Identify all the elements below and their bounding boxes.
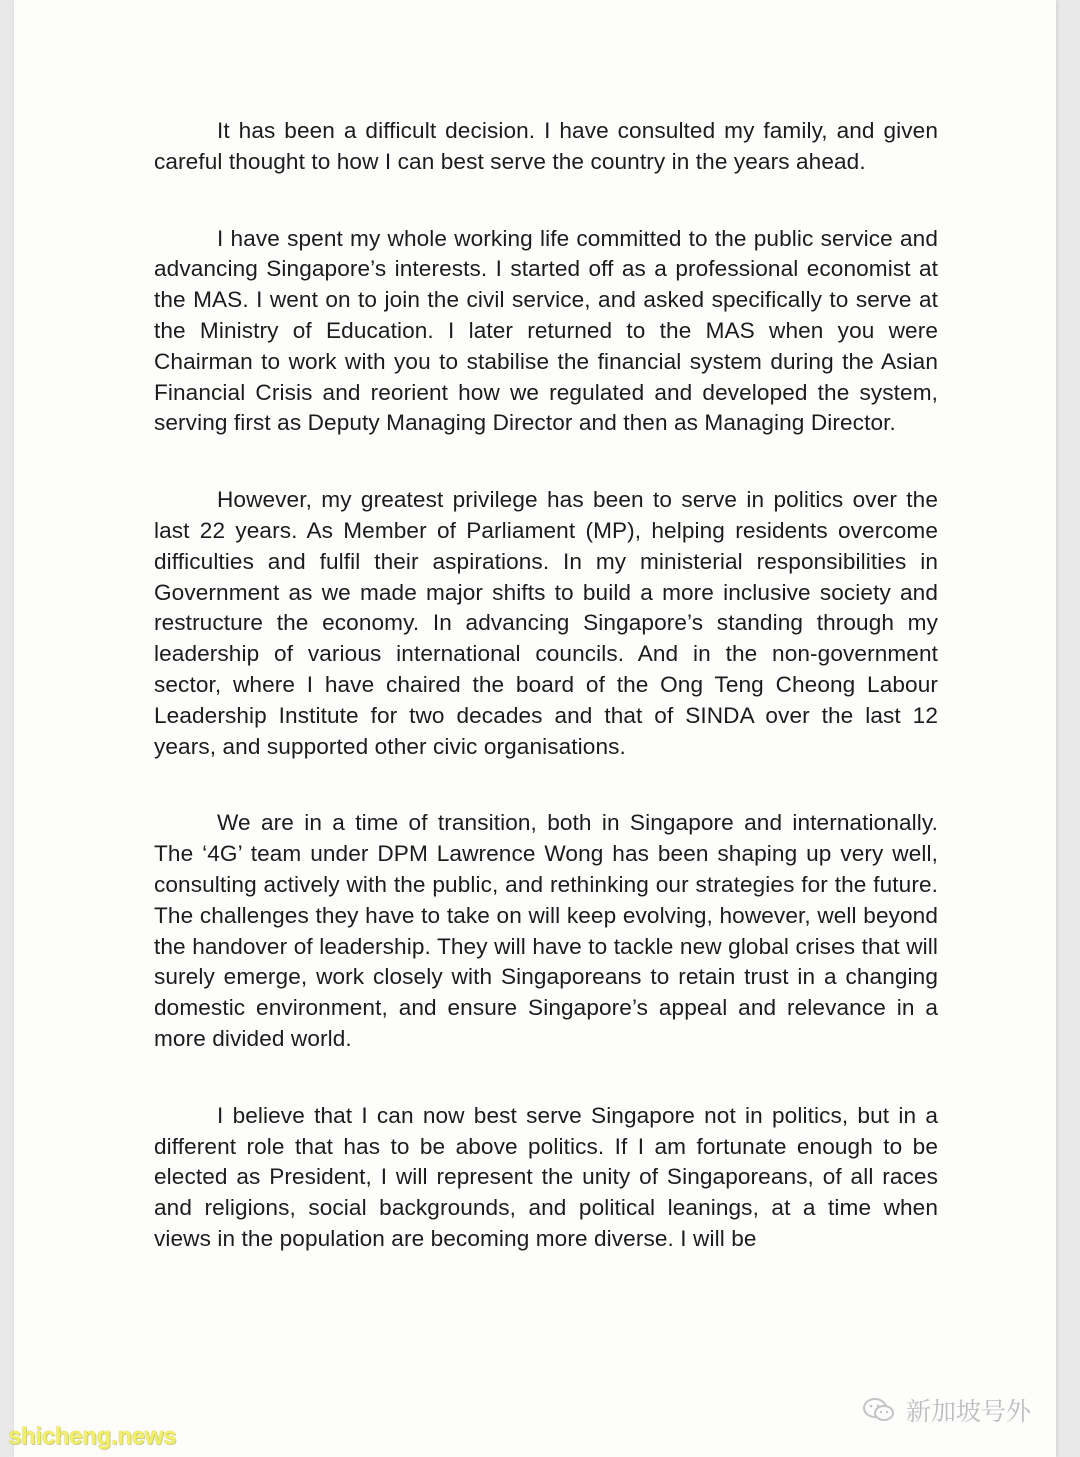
- paragraph-transition: We are in a time of transition, both in Singapore and internationally. The ‘4G’ team under DPM Lawrence Wong has been shaping up very well, consulting actively with the public, and rethinking our strategies for the future. The challenges they have to take on will keep evolving, however, well beyond the handover of leadership. They will have to tackle new global crises that will surely emerge, work closely with Singaporeans to retain trust in a changing domestic environment, and ensure Singapore’s appeal and relevance in a more divided world.: [154, 810, 938, 1051]
- site-watermark: shicheng.news: [8, 1423, 177, 1450]
- paragraph-decision: It has been a difficult decision. I have consulted my family, and given careful thought to how I can best serve the country in the years ahead.: [154, 118, 938, 174]
- account-watermark: [862, 1392, 1031, 1428]
- letter-page: [14, 0, 1056, 1457]
- wechat-channel-icon: [862, 1396, 896, 1424]
- paragraph-president: I believe that I can now best serve Singapore not in politics, but in a different role that has to be above politics. If I am fortunate enough to be elected as President, I will represent the unity of Singaporeans, of all races and religions, social backgrounds, and political leanings, at a time when views in the population are becoming more diverse. I will be: [154, 1102, 938, 1251]
- paragraph-politics: However, my greatest privilege has been to serve in politics over the last 22 years. As Member of Parliament (MP), helping residents overcome difficulties and fulfil their aspirations. In my ministerial responsibilities in Government as we made major shifts to build a more inclusive society and restructure the economy. In advancing Singapore’s standing through my leadership of various international councils. And in the non-government sector, where I have chaired the board of the Ong Teng Cheong Labour Leadership Institute for two decades and that of SINDA over the last 12 years, and supported other civic organisations.: [154, 487, 938, 759]
- account-name-watermark: 新加坡号外: [906, 1398, 1032, 1426]
- letter-body: [154, 116, 938, 1255]
- paragraph-career: I have spent my whole working life committed to the public service and advancing Singapore’s interests. I started off as a professional economist at the MAS. I went on to join the civil service, and asked specifically to serve at the Ministry of Education. I later returned to the MAS when you were Chairman to work with you to stabilise the financial system during the Asian Financial Crisis and reorient how we regulated and developed the system, serving first as Deputy Managing Director and then as Managing Director.: [154, 225, 938, 436]
